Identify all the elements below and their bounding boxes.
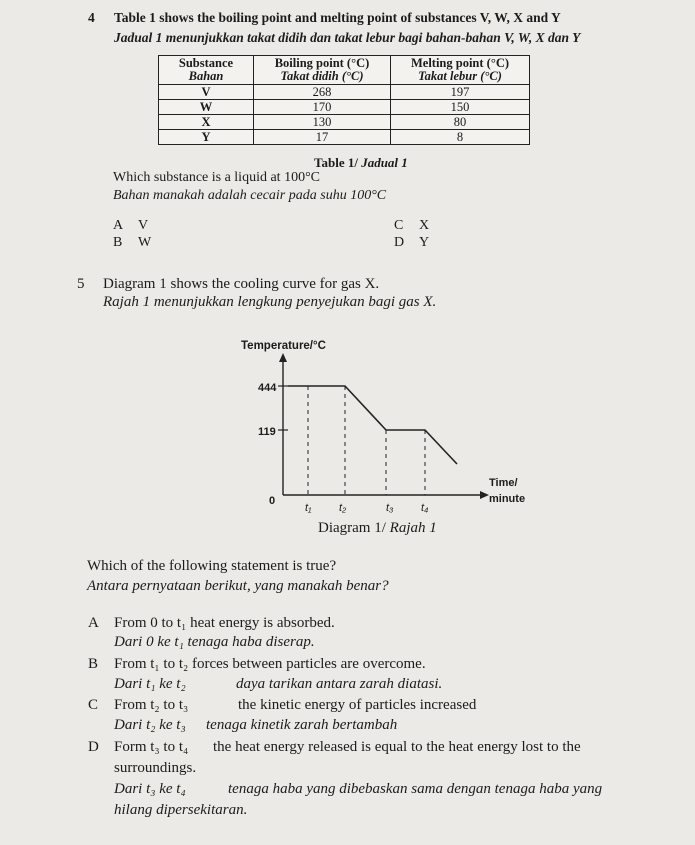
header-boiling-point: Boiling point (°C) Takat didih (°C)	[254, 56, 391, 85]
answer-c[interactable]: C From t₂ to t₃ the kinetic energy of particles increased	[88, 697, 477, 713]
statement-question: Which of the following statement is true?	[87, 558, 337, 574]
option-d[interactable]: D Y	[394, 235, 430, 250]
table-cell: 197	[391, 85, 530, 100]
question-4-subtitle: Jadual 1 menunjukkan takat didih dan takat lebur bagi bahan-bahan V, W, X dan Y	[114, 30, 581, 45]
x-axis-arrow-icon	[480, 491, 489, 499]
table-cell: 130	[254, 115, 391, 130]
answer-d-malay: Dari t₃ ke t₄ tenaga haba yang dibebaskan sama dengan tenaga haba yang	[114, 781, 603, 797]
y-tick-label: 119	[258, 426, 276, 438]
table-cell: V	[159, 85, 254, 100]
answer-c-malay: Dari t₂ ke t₃ tenaga kinetik zarah bertambah	[114, 717, 398, 733]
table-cell: 17	[254, 130, 391, 145]
answer-d-cont: surroundings.	[114, 760, 197, 776]
header-substance: Substance Bahan	[159, 56, 254, 85]
table-cell: W	[159, 100, 254, 115]
question-4-title-text: Table 1 shows the boiling point and melting point of substances V, W, X and Y	[114, 10, 561, 25]
option-c[interactable]: C X	[394, 218, 430, 233]
answer-a[interactable]: A From 0 to t₁ heat energy is absorbed.	[88, 615, 335, 631]
x-tick-label: t₂	[339, 502, 347, 514]
table-cell: 268	[254, 85, 391, 100]
table-cell: 80	[391, 115, 530, 130]
option-b[interactable]: B W	[113, 235, 152, 250]
question-4-text-malay: Bahan manakah adalah cecair pada suhu 100°C	[113, 188, 387, 203]
table-cell: 8	[391, 130, 530, 145]
answer-d-malay-cont: hilang dipersekitaran.	[114, 802, 248, 818]
question-5-number: 5	[77, 276, 85, 292]
y-tick-label: 444	[258, 382, 277, 394]
y-axis-label: Temperature/°C	[241, 340, 326, 352]
table-cell: X	[159, 115, 254, 130]
diagram-caption: Diagram 1/ Rajah 1	[318, 520, 437, 536]
x-tick-label: t₃	[386, 502, 394, 514]
question-5-subtitle: Rajah 1 menunjukkan lengkung penyejukan bagi gas X.	[103, 294, 437, 310]
cooling-curve-line	[288, 386, 457, 464]
table-cell: 150	[391, 100, 530, 115]
question-4-text: Which substance is a liquid at 100°C	[113, 170, 321, 185]
header-melting-point: Melting point (°C) Takat lebur (°C)	[391, 56, 530, 85]
table-cell: 170	[254, 100, 391, 115]
answer-d[interactable]: D Form t₃ to t₄ the heat energy released is equal to the heat energy lost to the	[88, 739, 581, 755]
x-axis-label-1: Time/	[489, 477, 518, 489]
answer-b-malay: Dari t₁ ke t₂ daya tarikan antara zarah diatasi.	[114, 676, 443, 692]
x-axis-label-2: minute	[489, 493, 526, 505]
option-a[interactable]: A V	[113, 218, 149, 233]
question-4-number: 4	[88, 10, 95, 25]
statement-question-malay: Antara pernyataan berikut, yang manakah benar?	[87, 578, 389, 594]
answer-b[interactable]: B From t₁ to t₂ forces between particles are overcome.	[88, 656, 426, 672]
table-caption: Table 1/ Jadual 1	[314, 155, 408, 170]
x-tick-label: t₄	[421, 502, 429, 514]
answer-a-malay: Dari 0 ke t₁ tenaga haba diserap.	[114, 634, 315, 650]
question-5-title: Diagram 1 shows the cooling curve for gas X.	[103, 276, 380, 292]
origin-label: 0	[269, 495, 276, 507]
table-cell: Y	[159, 130, 254, 145]
y-axis-arrow-icon	[279, 353, 287, 362]
x-tick-label: t₁	[305, 502, 312, 514]
